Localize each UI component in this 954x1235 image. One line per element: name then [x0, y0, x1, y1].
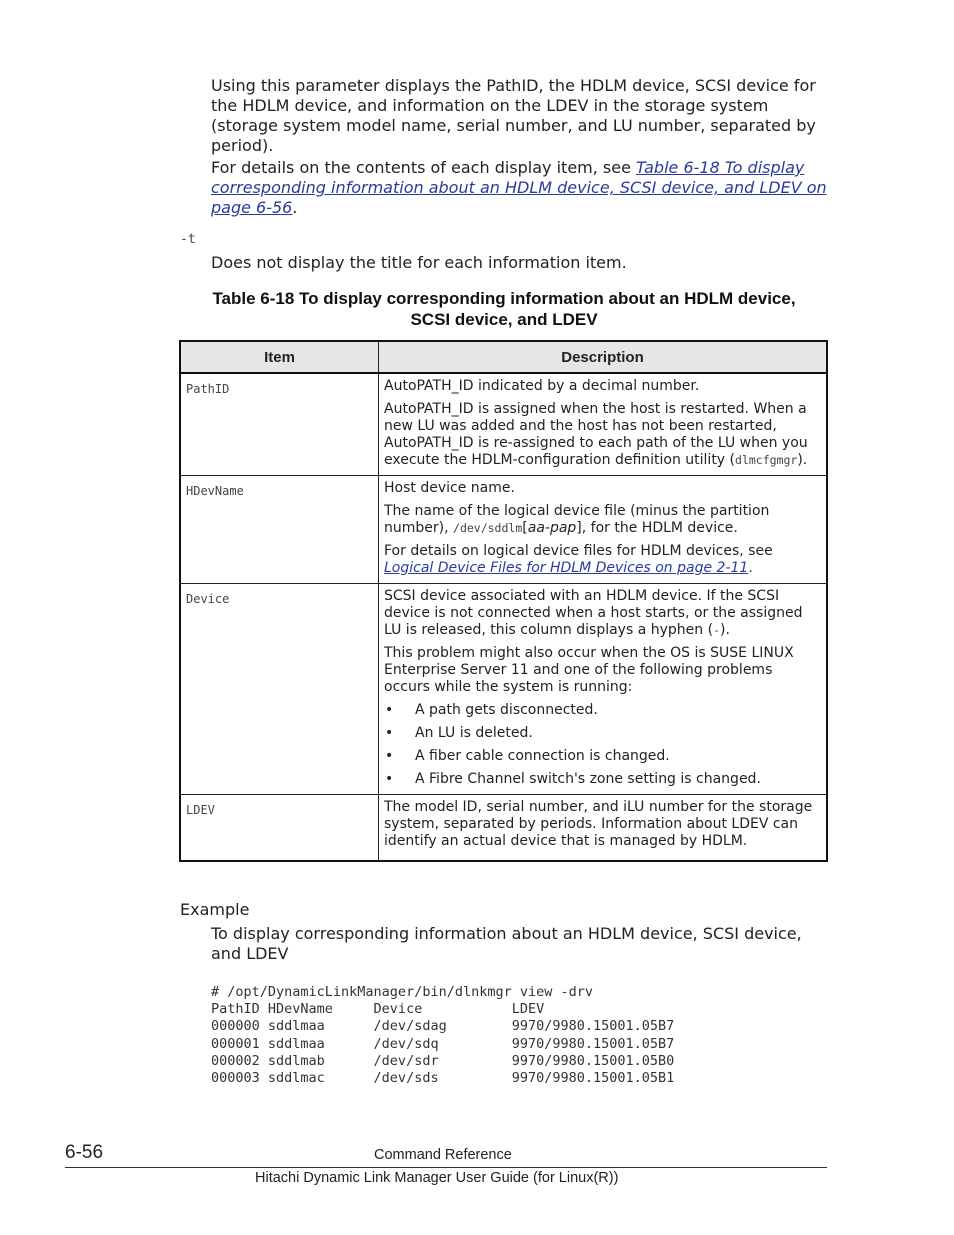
code-span: /dev/sddlm	[453, 521, 523, 535]
description-cell	[379, 795, 828, 862]
option-t-description: Does not display the title for each information item.	[211, 253, 627, 272]
table-row-device	[180, 584, 827, 795]
description-text: AutoPATH_ID indicated by a decimal number.	[384, 378, 700, 394]
item-cell: HDevName	[180, 476, 379, 584]
description-cell	[379, 476, 828, 584]
description-text: The model ID, serial number, and iLU number for the storage system, separated by periods. Information about LDEV can identify an actual device that is managed by HDLM.	[384, 799, 813, 849]
example-heading: Example	[180, 900, 250, 919]
list-item: • A Fibre Channel switch's zone setting is changed.	[384, 771, 820, 788]
intro-text: Using this parameter displays the PathID, the HDLM device, SCSI device for the HDLM device, and information on the LDEV in the storage system (storage system model name, serial number, and LU number, separated by period).	[211, 76, 816, 155]
footer-divider	[65, 1167, 827, 1168]
footer-section: Command Reference	[374, 1147, 512, 1163]
example-text: To display corresponding information about an HDLM device, SCSI device, and LDEV	[211, 924, 802, 963]
description-text	[384, 588, 820, 639]
header-item: Item	[180, 341, 379, 373]
text-span: SCSI device associated with an HDLM device. If the SCSI device is not connected when a host starts, or the assigned LU is released, this column displays a hyphen (	[384, 588, 803, 638]
item-cell: PathID	[180, 373, 379, 476]
details-period: .	[292, 198, 298, 217]
code-line: 000003 sddlmac /dev/sds 9970/9980.15001.05B1	[211, 1070, 675, 1087]
code-line: # /opt/DynamicLinkManager/bin/dlnkmgr view -drv	[211, 984, 594, 1000]
list-item: • A path gets disconnected.	[384, 702, 820, 719]
text-span: ], for the HDLM device.	[576, 520, 738, 536]
table-row-hdevname	[180, 476, 827, 584]
code-line: PathID HDevName Device LDEV	[211, 1001, 545, 1018]
description-text	[384, 401, 820, 469]
table-row-pathid	[180, 373, 827, 476]
text-span: The name of the logical device file (minus the partition number),	[384, 503, 770, 536]
problem-list	[384, 702, 820, 788]
code-line: 000002 sddlmab /dev/sdr 9970/9980.15001.05B0	[211, 1052, 675, 1069]
display-items-table	[179, 340, 828, 862]
option-t-flag: -t	[180, 232, 196, 247]
code-span: -	[713, 623, 720, 637]
logical-device-files-link[interactable]: Logical Device Files for HDLM Devices on page 2-11	[384, 560, 749, 576]
code-example	[211, 984, 674, 1087]
table-row-ldev	[180, 795, 827, 862]
text-span: AutoPATH_ID is assigned when the host is restarted. When a new LU was added and the host has not been restarted, AutoPATH_ID is re-assigned to each path of the LU when you execute the HDLM-configuration definition utility (	[384, 401, 808, 468]
text-span: [	[522, 520, 528, 536]
code-span: dlmcfgmgr	[735, 453, 798, 467]
description-text: Host device name.	[384, 480, 515, 496]
code-line: 000000 sddlmaa /dev/sdag 9970/9980.15001.05B7	[211, 1018, 675, 1035]
description-text	[384, 543, 820, 577]
list-item: • An LU is deleted.	[384, 725, 820, 742]
details-paragraph	[211, 158, 831, 218]
item-cell: Device	[180, 584, 379, 795]
text-span: ).	[720, 622, 730, 638]
header-description: Description	[379, 341, 828, 373]
intro-paragraph	[211, 76, 831, 156]
list-item: • A fiber cable connection is changed.	[384, 748, 820, 765]
variable-span: aa-pap	[527, 520, 577, 536]
text-span: ).	[797, 452, 808, 468]
code-line: 000001 sddlmaa /dev/sdq 9970/9980.15001.05B7	[211, 1035, 675, 1052]
description-cell	[379, 373, 828, 476]
caption-line-2: SCSI device, and LDEV	[410, 310, 598, 329]
details-text: For details on the contents of each display item, see	[211, 158, 637, 177]
item-cell: LDEV	[180, 795, 379, 862]
table-header-row	[180, 341, 827, 373]
page-number: 6-56	[65, 1142, 104, 1163]
description-text	[384, 503, 820, 537]
description-cell	[379, 584, 828, 795]
table-reference-link[interactable]: Table 6-18 To display corresponding information about an HDLM device, SCSI device, and LDEV on page 6-56	[211, 158, 827, 217]
caption-line-1: Table 6-18 To display corresponding information about an HDLM device,	[212, 289, 796, 308]
text-span: For details on logical device files for HDLM devices, see	[384, 543, 773, 559]
description-text: This problem might also occur when the OS is SUSE LINUX Enterprise Server 11 and one of the following problems occurs while the system is running:	[384, 645, 794, 695]
footer-book-title: Hitachi Dynamic Link Manager User Guide (for Linux(R))	[255, 1170, 619, 1186]
table-caption	[180, 288, 828, 330]
text-span: .	[748, 560, 753, 576]
